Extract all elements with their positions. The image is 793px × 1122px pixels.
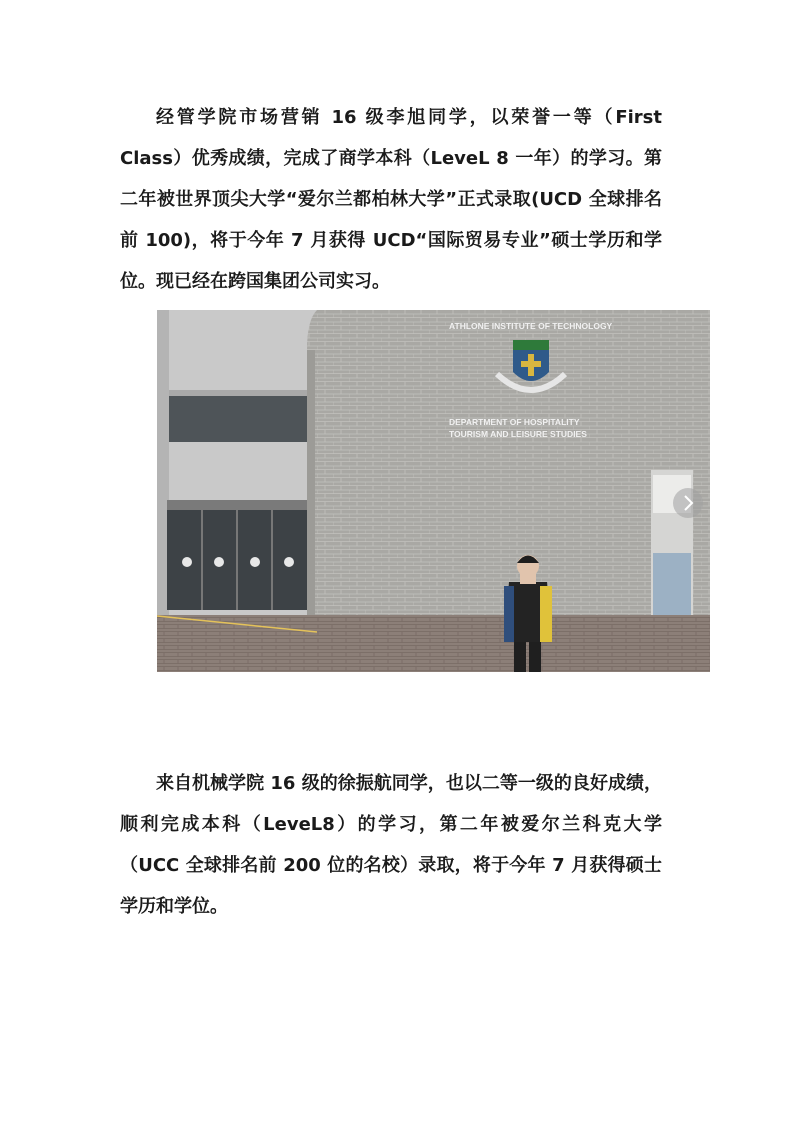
sign-department-line1: DEPARTMENT OF HOSPITALITY [449, 417, 580, 427]
photo-scene [157, 310, 710, 672]
sign-institute: ATHLONE INSTITUTE OF TECHNOLOGY [449, 321, 613, 331]
chevron-right-icon[interactable] [673, 488, 703, 518]
paragraph-li-xu: 经管学院市场营销 16 级李旭同学，以荣誉一等（First Class）优秀成绩，完成了商学本科（LeveL 8 一年）的学习。第二年被世界顶尖大学“爱尔兰都柏林大学”正式录取(UCD 全球排名前 100)，将于今年 7 月获得 UCD“国际贸易专业”硕士学历和学位。现已经在跨国集团公司实习。 [120, 107, 662, 292]
sign-department-line2: TOURISM AND LEISURE STUDIES [449, 429, 587, 439]
brick-building [307, 310, 710, 630]
building-photo [157, 310, 710, 672]
chevron-right-icon-glyph [673, 488, 703, 518]
paragraph-xu-zhenhang: 来自机械学院 16 级的徐振航同学，也以二等一级的良好成绩，顺利完成本科（LeveL8）的学习，第二年被爱尔兰科克大学（UCC 全球排名前 200 位的名校）录取，将于今年 7 月获得硕士学历和学位。 [120, 773, 662, 917]
left-building-window [169, 390, 311, 442]
